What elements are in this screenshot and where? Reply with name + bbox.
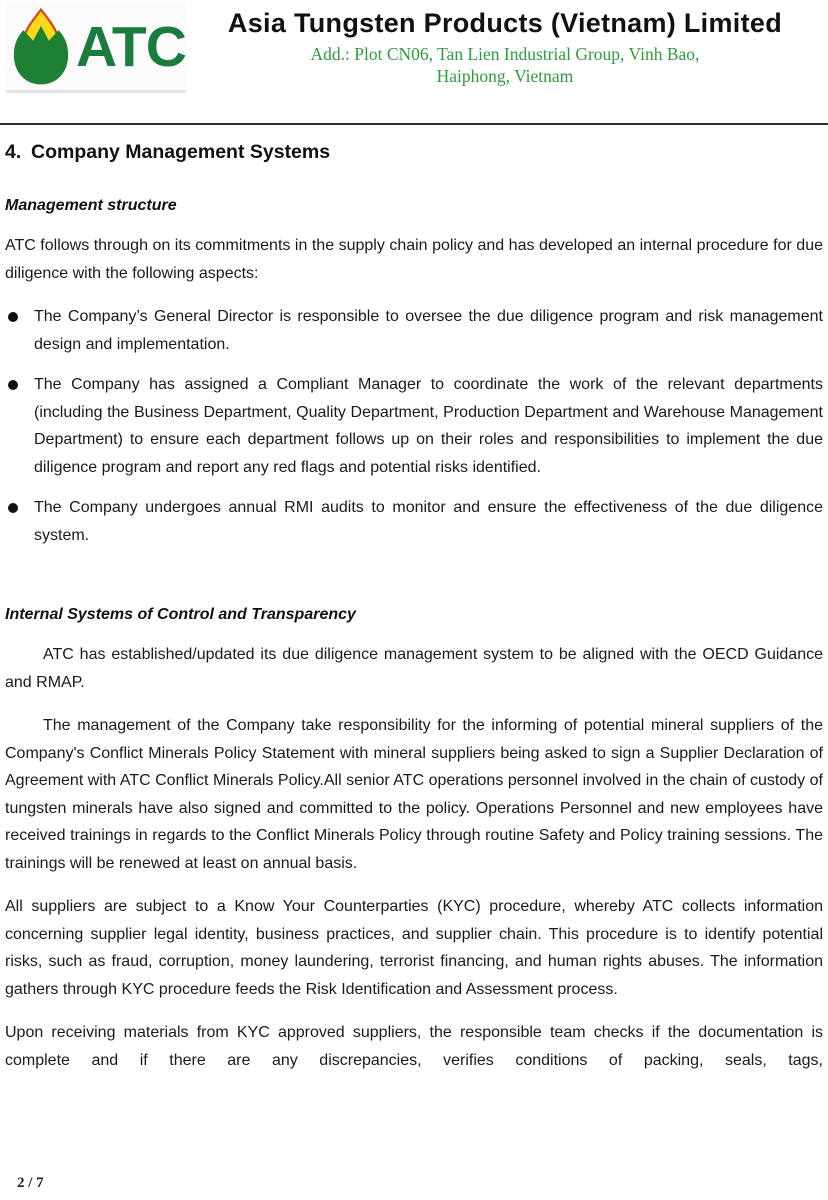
bullet-list xyxy=(5,303,823,549)
section-number: 4. xyxy=(5,141,22,163)
page-number: 2 / 7 xyxy=(17,1175,44,1191)
intro-paragraph: ATC follows through on its commitments in the supply chain policy and has developed an internal procedure for due diligence with the following aspects: xyxy=(5,237,823,282)
header-divider xyxy=(0,123,828,125)
paragraph-material-receiving: Upon receiving materials from KYC approved suppliers, the responsible team checks if the documentation is complete and if there are any discrepancies, verifies conditions of packing, seals, tags, xyxy=(5,1024,823,1069)
bullet-item xyxy=(5,494,823,549)
atc-leaf-flame-icon xyxy=(8,5,74,89)
subheading-management-structure: Management structure xyxy=(5,197,177,214)
paragraph-kyc-procedure: All suppliers are subject to a Know Your Counterparties (KYC) procedure, whereby ATC collects information concerning supplier legal identity, business practices, and supplier chain. This procedure is to identify potential risks, such as fraud, corruption, money laundering, terrorist financing, and human rights abuses. The information gathers through KYC procedure feeds the Risk Identification and Assessment process. xyxy=(5,898,823,998)
bullet-text: The Company’s General Director is responsible to oversee the due diligence program and risk management design and implementation. xyxy=(34,308,823,353)
company-logo xyxy=(6,3,186,93)
bullet-text: The Company has assigned a Compliant Manager to coordinate the work of the relevant departments (including the Business Department, Quality Department, Production Department and Warehouse Management Department) to ensure each department follows up on their roles and responsibilities to implement the due diligence program and report any red flags and potential risks identified. xyxy=(34,376,823,476)
bullet-text: The Company undergoes annual RMI audits to monitor and ensure the effectiveness of the due diligence system. xyxy=(34,499,823,544)
bullet-item xyxy=(5,371,823,481)
bullet-item xyxy=(5,303,823,358)
address-line-1: Add.: Plot CN06, Tan Lien Industrial Group, Vinh Bao, xyxy=(310,44,700,64)
section-heading xyxy=(5,140,823,165)
bullet-dot-icon xyxy=(8,312,18,322)
document-body xyxy=(0,140,828,1074)
logo-text: ATC xyxy=(76,14,186,79)
company-name: Asia Tungsten Products (Vietnam) Limited xyxy=(227,8,782,38)
subheading-internal-systems: Internal Systems of Control and Transparency xyxy=(5,606,356,623)
bullet-dot-icon xyxy=(8,503,18,513)
header-titles xyxy=(186,3,824,87)
section-title: Company Management Systems xyxy=(31,141,331,163)
address-line-2: Haiphong, Vietnam xyxy=(436,66,574,86)
bullet-dot-icon xyxy=(8,380,18,390)
paragraph-oecd-alignment: ATC has established/updated its due diligence management system to be aligned with the OECD Guidance and RMAP. xyxy=(5,646,823,691)
header xyxy=(0,0,828,94)
paragraph-policy-communication: The management of the Company take responsibility for the informing of potential mineral suppliers of the Company's Conflict Minerals Policy Statement with mineral suppliers being asked to sign a Supplier Declaration of Agreement with ATC Conflict Minerals Policy.All senior ATC operations personnel involved in the chain of custody of tungsten minerals have also signed and committed to the policy. Operations Personnel and new employees have received trainings in regards to the Conflict Minerals Policy through routine Safety and Policy training sessions. The trainings will be renewed at least on annual basis. xyxy=(5,717,823,872)
company-address xyxy=(186,43,824,87)
